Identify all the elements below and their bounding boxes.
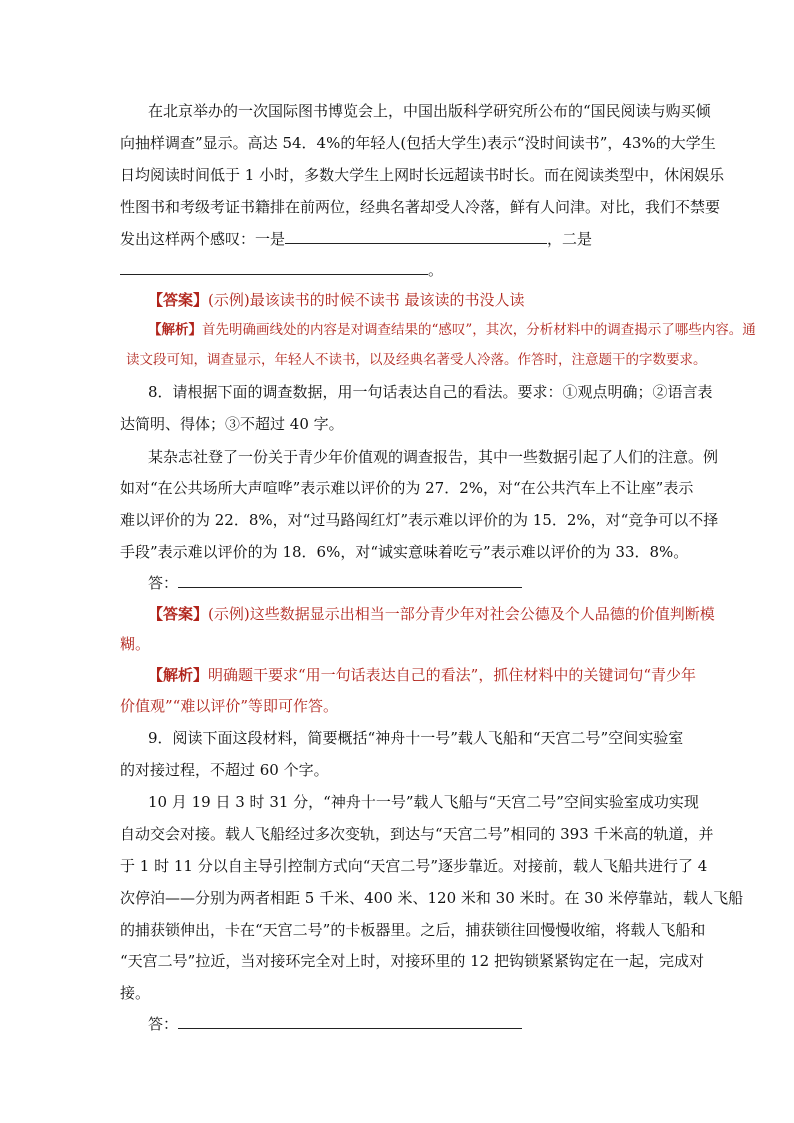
q7-analysis-1: [148, 320, 756, 340]
q8-answer-line: [148, 573, 522, 593]
q7-answer: [148, 290, 525, 310]
answer-blank-3[interactable]: [178, 573, 522, 588]
analysis-tag: 【解析】: [148, 322, 202, 338]
q9-material-6: “天宫二号”拉近，当对接环完全对上时，对接环里的 12 把钩锁紧紧钩定在一起，完成对: [120, 952, 704, 970]
q9-material-3: 于 1 时 11 分以自主导引控制方式向“天宫二号”逐步靠近。对接前，载人飞船共进行了 4: [120, 857, 708, 875]
q9-material-5: 的捕获锁伸出，卡在“天宫二号”的卡板器里。之后，捕获锁往回慢慢收缩，将载人飞船和: [120, 921, 706, 939]
q7-line-1: 在北京举办的一次国际图书博览会上，中国出版科学研究所公布的“国民阅读与购买倾: [148, 102, 711, 120]
q9-prompt-2: 的对接过程，不超过 60 个字。: [120, 761, 329, 779]
q8-prompt-1: 8．请根据下面的调查数据，用一句话表达自己的看法。要求：①观点明确；②语言表: [148, 383, 713, 401]
answer-blank-1[interactable]: [285, 229, 547, 244]
q9-material-2: 自动交会对接。载人飞船经过多次变轨，到达与“天宫二号”相同的 393 千米高的轨道，并: [120, 825, 714, 843]
q8-answer-1: [148, 604, 715, 624]
answer-text: (示例)这些数据显示出相当一部分青少年对社会公德及个人品德的价值判断模: [208, 605, 715, 623]
answer-tag: 【答案】: [148, 291, 209, 309]
q9-material-4: 次停泊——分别为两者相距 5 千米、400 米、120 米和 30 米时。在 30 米停靠站，载人飞船: [120, 889, 744, 907]
q9-answer-line: [148, 1014, 522, 1034]
q8-material-1: 某杂志社登了一份关于青少年价值观的调查报告，其中一些数据引起了人们的注意。例: [148, 448, 719, 466]
q9-prompt-1: 9．阅读下面这段材料，简要概括“神舟十一号”载人飞船和“天宫二号”空间实验室: [148, 729, 684, 747]
q7-line5-mid: ，二是: [547, 230, 593, 248]
q7-analysis-2: 读文段可知，调查显示，年轻人不读书，以及经典名著受人冷落。作答时，注意题干的字数要求。: [126, 352, 707, 368]
answer-label: 答：: [148, 1015, 179, 1033]
analysis-tag: 【解析】: [148, 666, 209, 684]
answer-text: (示例)最该读书的时候不读书 最该读的书没人读: [208, 291, 525, 309]
answer-blank-4[interactable]: [178, 1014, 522, 1029]
q7-line-3: 日均阅读时间低于 1 小时，多数大学生上网时长远超读书时长。而在阅读类型中，休闲娱乐: [120, 166, 725, 184]
analysis-text: 首先明确画线处的内容是对调查结果的“感叹”，其次，分析材料中的调查揭示了哪些内容。通: [202, 322, 756, 338]
answer-blank-2[interactable]: [120, 260, 428, 275]
q7-line-2: 向抽样调查”显示。高达 54．4%的年轻人(包括大学生)表示“没时间读书”，43%的大学生: [120, 134, 716, 152]
q7-line-6: [120, 260, 443, 280]
q8-analysis-1: [148, 665, 696, 685]
q7-line-4: 性图书和考级考证书籍排在前两位，经典名著却受人冷落，鲜有人问津。对比，我们不禁要: [120, 198, 721, 216]
q7-line6-end: 。: [428, 261, 444, 279]
analysis-text: 明确题干要求“用一句话表达自己的看法”，抓住材料中的关键词句“青少年: [208, 666, 697, 684]
answer-label: 答：: [148, 574, 179, 592]
q8-material-3: 难以评价的为 22．8%，对“过马路闯红灯”表示难以评价的为 15．2%，对“竞争可以不择: [120, 511, 719, 529]
q9-material-7: 接。: [120, 984, 151, 1002]
q9-material-1: 10 月 19 日 3 时 31 分，“神舟十一号”载人飞船与“天宫二号”空间实验室成功实现: [148, 793, 699, 811]
q8-prompt-2: 达简明、得体；③不超过 40 字。: [120, 415, 344, 433]
q7-line-5: [120, 229, 592, 249]
q8-analysis-2: 价值观”“难以评价”等即可作答。: [120, 697, 339, 715]
q7-line5-prefix: 发出这样两个感叹：一是: [120, 230, 286, 248]
answer-tag: 【答案】: [148, 605, 209, 623]
q8-answer-2: 糊。: [120, 635, 151, 653]
q8-material-4: 手段”表示难以评价的为 18．6%，对“诚实意味着吃亏”表示难以评价的为 33．8%。: [120, 543, 689, 561]
q8-material-2: 如对“在公共场所大声喧哗”表示难以评价的为 27．2%，对“在公共汽车上不让座”表示: [120, 479, 694, 497]
